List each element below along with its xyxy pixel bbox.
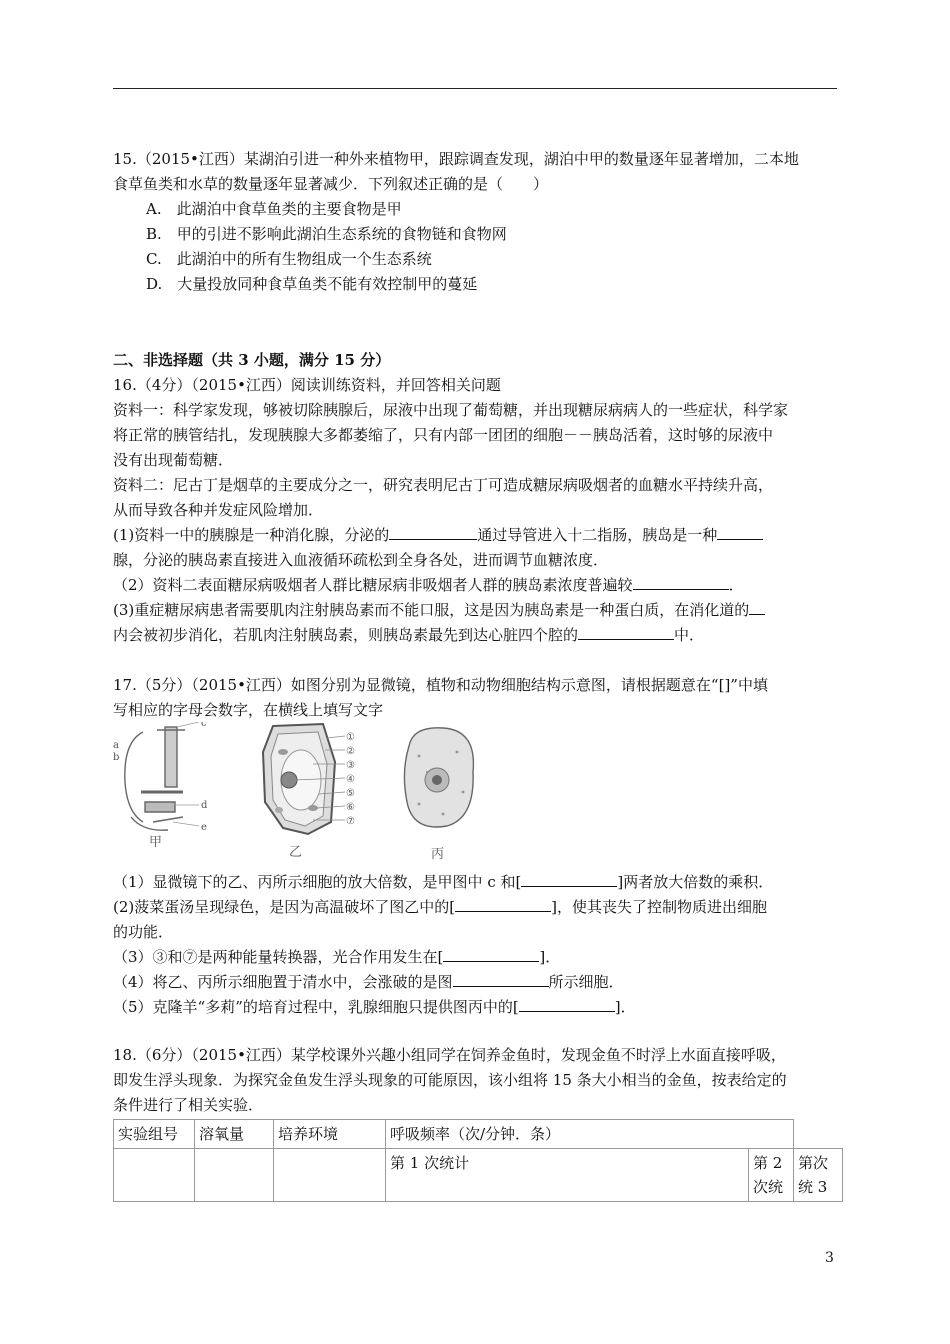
q15-option-a: A. 此湖泊中食草鱼类的主要食物是甲 (146, 200, 402, 218)
q16-part-1-line-1 (113, 523, 839, 548)
q15-option-c: C. 此湖泊中的所有生物组成一个生态系统 (146, 250, 432, 268)
fig-num-1: ① (346, 732, 355, 743)
fig-num-7: ⑦ (346, 816, 355, 827)
q17-part-1 (113, 870, 839, 895)
fig-label-d: d (201, 800, 208, 811)
stat-2-line-2: 次统 (753, 1178, 784, 1196)
answer-blank[interactable] (749, 600, 765, 615)
q16-part-2 (113, 573, 839, 598)
q17-part-1-text-b: ]两者放大倍数的乘积． (617, 873, 774, 891)
q17-part-3-text-a: （3）③和⑦是两种能量转换器，光合作用发生在[ (113, 948, 444, 966)
q15-option-d: D. 大量投放同种食草鱼类不能有效控制甲的蔓延 (146, 275, 478, 293)
table-header-environment: 培养环境 (274, 1120, 386, 1149)
table-header-stat-2 (749, 1149, 794, 1202)
section-2-heading: 二、非选择题（共 3 小题，满分 15 分） (113, 351, 391, 369)
table-cell (274, 1149, 386, 1202)
q17-part-4-text-a: （4）将乙、丙所示细胞置于清水中，会涨破的是图 (113, 973, 453, 991)
plant-cell-figure (263, 724, 345, 834)
fig-label-jia: 甲 (149, 835, 163, 850)
table-header-stat-1: 第 1 次统计 (386, 1149, 749, 1202)
page-number: 3 (825, 1250, 834, 1266)
stat-2-line-1: 第 2 (753, 1154, 783, 1172)
question-18 (113, 1043, 839, 1118)
q16-part-3-line-2 (113, 623, 839, 648)
animal-cell-figure (404, 728, 473, 827)
q15-option-b: B. 甲的引进不影响此湖泊生态系统的食物链和食物网 (146, 225, 507, 243)
q17-part-5-text-b: ]． (614, 998, 636, 1016)
q17-part-3-text-b: ]． (539, 948, 561, 966)
table-empty-cell (794, 1120, 843, 1149)
table-row (114, 1149, 843, 1202)
question-17-stem (113, 673, 839, 723)
fig-num-6: ⑥ (346, 802, 355, 813)
q16-part-3-text-c: 中． (674, 626, 705, 644)
table-header-group: 实验组号 (114, 1120, 195, 1149)
question-15 (113, 147, 839, 297)
q17-part-5-text-a: （5）克隆羊“多莉”的培育过程中，乳腺细胞只提供图丙中的[ (113, 998, 519, 1016)
q18-stem-line-2: 即发生浮头现象．为探究金鱼发生浮头现象的可能原因，该小组将 15 条大小相当的金鱼，按表给定的 (113, 1071, 787, 1089)
fig-label-a: a (113, 740, 119, 751)
q17-figures (113, 722, 483, 862)
experiment-table (113, 1119, 843, 1202)
stat-3-line-2: 统 3 (798, 1178, 828, 1196)
q16-part-3-line-1 (113, 598, 839, 623)
q16-material-1-line-1: 资料一：科学家发现，够被切除胰腺后，尿液中出现了葡萄糖，并出现糖尿病病人的一些症状，科学家 (113, 401, 789, 419)
q17-stem-line-1: 17.（5分）（2015•江西）如图分别为显微镜，植物和动物细胞结构示意图，请根据题意在“[]”中填 (113, 676, 768, 694)
fig-num-2: ② (346, 746, 355, 757)
header-rule (113, 88, 837, 89)
q17-part-3 (113, 945, 839, 970)
q16-part-3-text-a: (3)重症糖尿病患者需要肌肉注射胰岛素而不能口服，这是因为胰岛素是一种蛋白质，在消化道的 (113, 601, 750, 619)
q15-stem-line-2: 食草鱼类和水草的数量逐年显著减少．下列叙述正确的是（ ） (113, 175, 549, 193)
q15-stem-line-1: 15.（2015•江西）某湖泊引进一种外来植物甲，跟踪调查发现，湖泊中甲的数量逐年显著增加，二本地 (113, 150, 799, 168)
q17-stem-line-2: 写相应的字母会数字，在横线上填写文字 (113, 701, 384, 719)
fig-num-4: ④ (346, 774, 355, 785)
q16-material-1-line-3: 没有出现葡萄糖． (113, 451, 234, 469)
q16-part-2-text-b: ． (728, 576, 744, 594)
fig-label-c: c (201, 722, 207, 729)
fig-label-bing: 丙 (431, 847, 445, 862)
answer-blank[interactable] (717, 525, 763, 540)
q18-stem-line-1: 18.（6分）（2015•江西）某学校课外兴趣小组同学在饲养金鱼时，发现金鱼不时浮上水面直接呼吸， (113, 1046, 786, 1064)
fig-num-5: ⑤ (346, 788, 355, 799)
q16-part-1-text-b: 通过导管进入十二指肠，胰岛是一种 (477, 526, 718, 544)
answer-blank[interactable] (453, 972, 549, 987)
q16-stem: 16.（4分）（2015•江西）阅读训练资料，并回答相关问题 (113, 376, 501, 394)
q17-part-2-text-b: ]，使其丧失了控制物质进出细胞 (551, 898, 767, 916)
answer-blank[interactable] (633, 575, 729, 590)
answer-blank[interactable] (578, 625, 674, 640)
q16-material-2-line-2: 从而导致各种并发症风险增加． (113, 501, 324, 519)
q17-part-2-line-2: 的功能． (113, 923, 174, 941)
q17-part-1-text-a: （1）显微镜下的乙、丙所示细胞的放大倍数，是甲图中 c 和[ (113, 873, 522, 891)
stat-3-line-1: 第次 (798, 1154, 829, 1172)
q17-part-4 (113, 970, 839, 995)
table-cell (114, 1149, 195, 1202)
q16-part-3-text-b: 内会被初步消化，若肌肉注射胰岛素，则胰岛素最先到达心脏四个腔的 (113, 626, 579, 644)
answer-blank[interactable] (521, 872, 617, 887)
question-17-parts (113, 870, 839, 1020)
q17-part-5 (113, 995, 839, 1020)
fig-label-b: b (113, 752, 120, 763)
fig-label-e: e (201, 822, 207, 833)
table-header-stat-3 (794, 1149, 843, 1202)
question-16 (113, 348, 839, 648)
table-header-oxygen: 溶氧量 (195, 1120, 274, 1149)
table-header-breathing-rate: 呼吸频率（次/分钟．条） (386, 1120, 794, 1149)
microscope-figure (125, 722, 199, 830)
q16-material-1-line-2: 将正常的胰管结扎，发现胰腺大多都萎缩了，只有内部一团团的细胞－－胰岛活着，这时够的尿液中 (113, 426, 774, 444)
table-cell (195, 1149, 274, 1202)
answer-blank[interactable] (443, 947, 539, 962)
q17-part-2-line-1 (113, 895, 839, 920)
q18-stem-line-3: 条件进行了相关实验． (113, 1096, 264, 1114)
q17-part-2-text-a: (2)菠菜蛋汤呈现绿色，是因为高温破坏了图乙中的[ (113, 898, 456, 916)
answer-blank[interactable] (455, 897, 551, 912)
answer-blank[interactable] (389, 525, 477, 540)
fig-label-yi: 乙 (289, 845, 303, 860)
q17-part-4-text-b: 所示细胞． (548, 973, 624, 991)
q16-part-1-line-2: 腺，分泌的胰岛素直接进入血液循环疏松到全身各处，进而调节血糖浓度． (113, 551, 609, 569)
q16-part-1-text-a: (1)资料一中的胰腺是一种消化腺，分泌的 (113, 526, 390, 544)
answer-blank[interactable] (519, 997, 615, 1012)
table-row (114, 1120, 843, 1149)
fig-num-3: ③ (346, 760, 355, 771)
q16-part-2-text-a: （2）资料二表面糖尿病吸烟者人群比糖尿病非吸烟者人群的胰岛素浓度普遍较 (113, 576, 633, 594)
q16-material-2-line-1: 资料二：尼古丁是烟草的主要成分之一，研究表明尼古丁可造成糖尿病吸烟者的血糖水平持续升高， (113, 476, 774, 494)
